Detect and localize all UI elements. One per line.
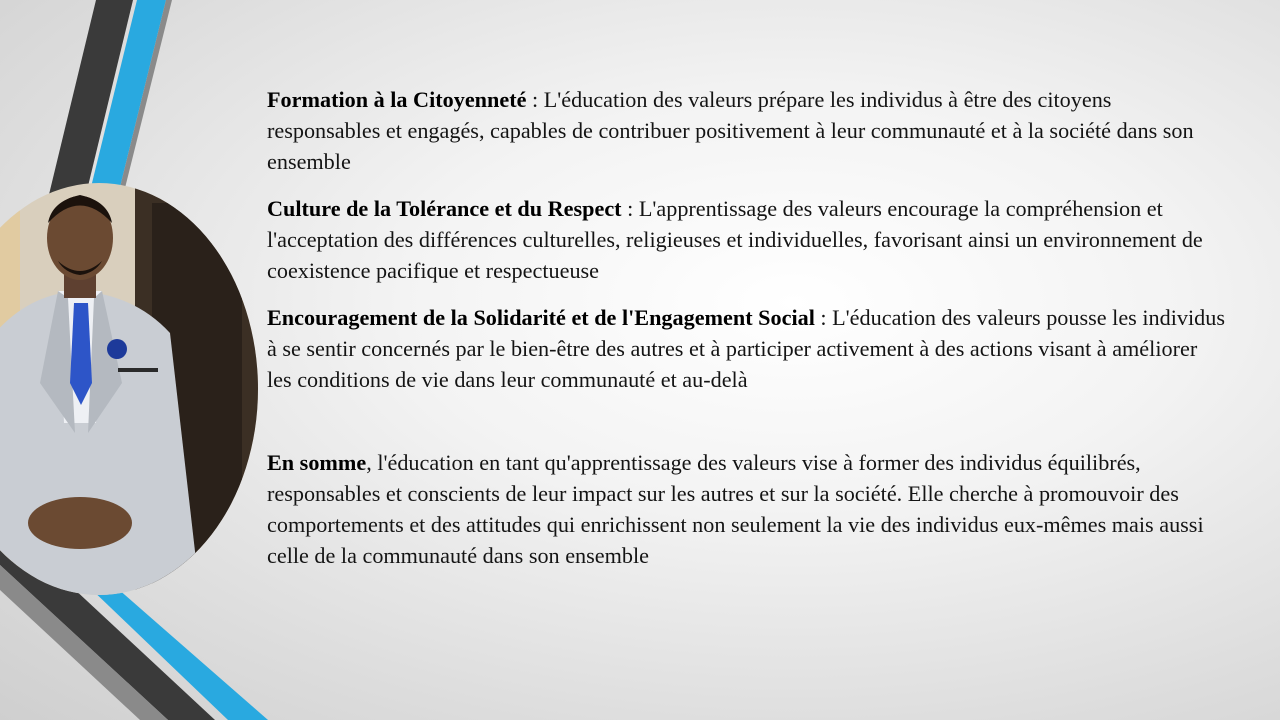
paragraph-title: Encouragement de la Solidarité et de l'Engagement Social [267,305,815,330]
paragraph-tolerance [267,193,1227,286]
paragraph-solidarity [267,302,1227,395]
summary-text: , l'éducation en tant qu'apprentissage des valeurs vise à former des individus équilibrés, responsables et conscients de leur impact sur les autres et sur la société. Elle cherche à promouvoir des comportements et des attitudes qui enrichissent non seulement la vie des individus eux-mêmes mais aussi celle de la communauté dans son ensemble [267,450,1204,568]
hands [28,497,132,549]
slide-content [267,84,1227,587]
paragraph-title: Formation à la Citoyenneté [267,87,527,112]
paragraph-citizenship [267,84,1227,177]
summary-title: En somme [267,450,367,475]
paragraph-text: : L'apprentissage des valeurs encourage la compréhension et l'acceptation des différences culturelles, religieuses et individuelles, favorisant ainsi un environnement de coexistence pacifique et respectueuse [267,196,1203,283]
paragraph-text: : L'éducation des valeurs pousse les individus à se sentir concernés par le bien-être des autres et à participer activement à des actions visant à améliorer les conditions de vie dans leur communauté et au-delà [267,305,1225,392]
paragraph-title: Culture de la Tolérance et du Respect [267,196,622,221]
boutonniere [107,339,127,359]
paragraph-summary [267,447,1227,571]
paragraph-text: : L'éducation des valeurs prépare les individus à être des citoyens responsables et engagés, capables de contribuer positivement à leur communauté et à la société dans son ensemble [267,87,1194,174]
